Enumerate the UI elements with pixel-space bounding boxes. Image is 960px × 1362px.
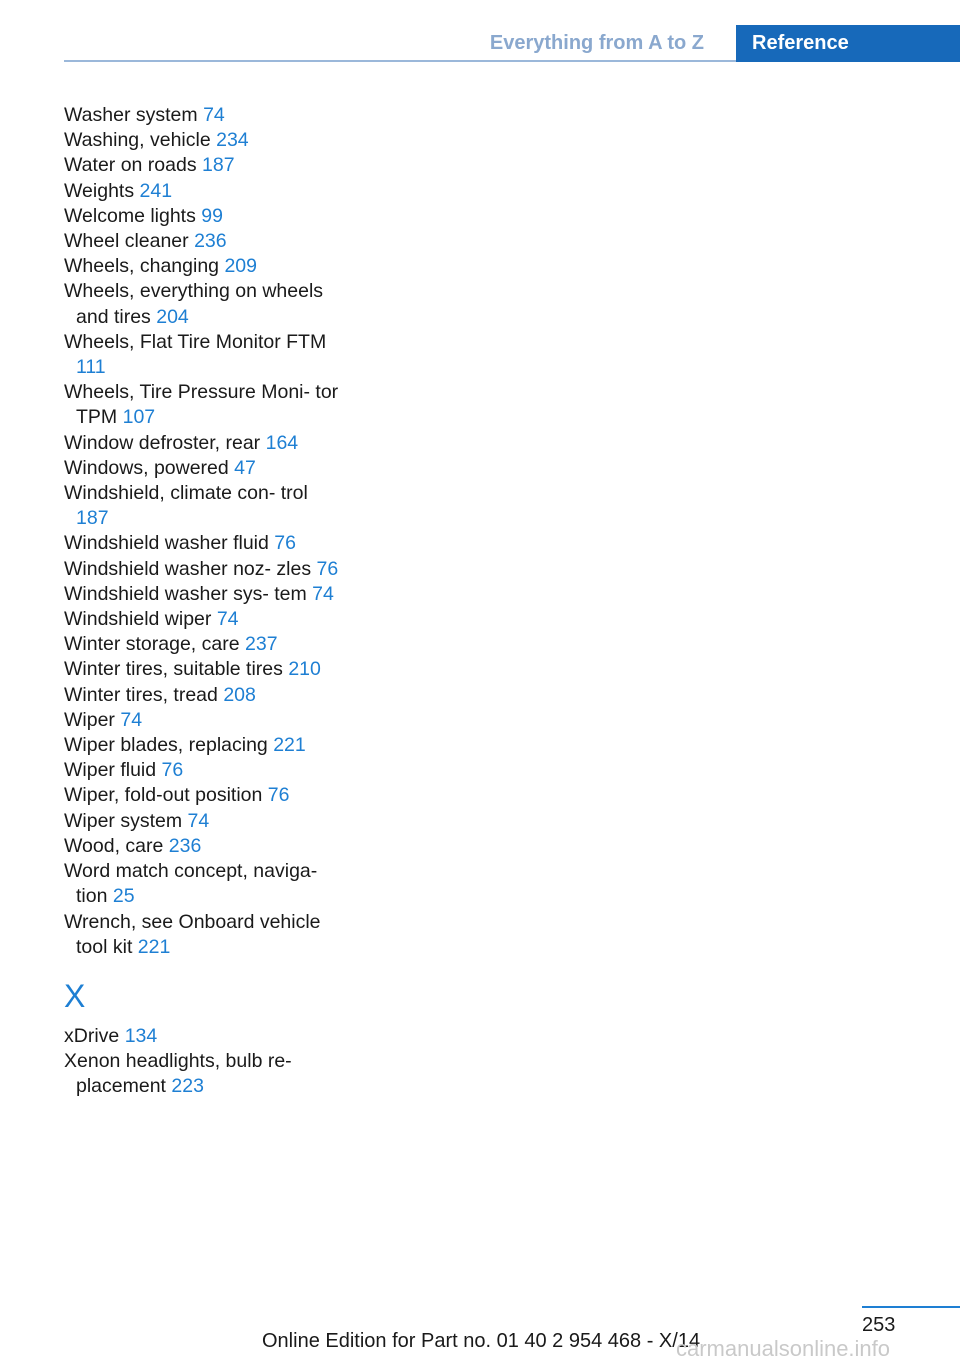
entry-page-link[interactable]: 74 bbox=[216, 608, 239, 631]
entry-text: Welcome lights bbox=[64, 204, 196, 227]
index-entry bbox=[64, 153, 344, 178]
watermark: carmanualsonline.info bbox=[676, 1336, 891, 1361]
entry-text: Winter storage, care bbox=[64, 633, 240, 656]
entry-text: Wiper, fold-out position bbox=[64, 784, 263, 807]
index-entry bbox=[64, 456, 344, 481]
entry-page-link[interactable]: 74 bbox=[187, 809, 210, 832]
entry-page-link[interactable]: 236 bbox=[194, 230, 227, 253]
entry-page-link[interactable]: 241 bbox=[139, 179, 173, 202]
header-reference-tab: Reference bbox=[736, 25, 960, 62]
entry-page-link[interactable]: 74 bbox=[203, 104, 225, 126]
entry-text: Wiper blades, replacing bbox=[64, 734, 268, 757]
footer-rule bbox=[862, 1306, 960, 1308]
entry-page-link[interactable]: 187 bbox=[202, 154, 235, 177]
entry-page-link[interactable]: 210 bbox=[288, 658, 321, 681]
entry-page-link[interactable]: 221 bbox=[273, 734, 306, 757]
header-section-title: Everything from A to Z bbox=[489, 32, 704, 54]
index-entry bbox=[64, 254, 344, 279]
entry-page-link[interactable]: 223 bbox=[171, 1075, 204, 1098]
entry-text: xDrive bbox=[64, 1024, 120, 1047]
entry-text: Wood, care bbox=[64, 834, 164, 857]
page-number: 253 bbox=[862, 1314, 896, 1336]
entry-text: Windshield, climate con‑ trol bbox=[64, 482, 308, 505]
index-entry bbox=[64, 910, 344, 960]
index-entry bbox=[64, 531, 344, 556]
index-entry bbox=[64, 582, 344, 607]
entry-text: Winter tires, suitable tires bbox=[64, 658, 283, 681]
entry-text: Water on roads bbox=[64, 154, 197, 177]
entry-page-link[interactable]: 107 bbox=[122, 406, 156, 429]
entry-text: Wheels, everything on wheels and tires bbox=[64, 280, 324, 328]
section-letter-x: X bbox=[64, 977, 86, 1014]
index-entry bbox=[64, 708, 344, 733]
index-entry bbox=[64, 758, 344, 783]
entry-page-link[interactable]: 111 bbox=[76, 356, 106, 379]
index-entry bbox=[64, 279, 344, 329]
entry-page-link[interactable]: 237 bbox=[245, 633, 278, 656]
entry-text: Windshield washer fluid bbox=[64, 532, 269, 555]
index-list-w bbox=[64, 103, 344, 960]
index-entry bbox=[64, 557, 344, 582]
index-entry bbox=[64, 330, 344, 380]
entry-text: Washer system bbox=[64, 104, 198, 126]
index-entry bbox=[64, 481, 344, 531]
entry-text: Wheels, changing bbox=[64, 255, 220, 278]
index-entry bbox=[64, 204, 344, 229]
index-entry bbox=[64, 128, 344, 153]
entry-text: Wheels, Tire Pressure Moni‑ tor TPM bbox=[64, 381, 339, 429]
entry-page-link[interactable]: 221 bbox=[137, 935, 171, 958]
entry-text: Winter tires, tread bbox=[64, 683, 218, 706]
index-entry bbox=[64, 431, 344, 456]
entry-text: Windshield washer sys‑ tem bbox=[64, 582, 307, 605]
entry-text: Wiper fluid bbox=[64, 759, 157, 782]
index-list-x bbox=[64, 1024, 344, 1100]
index-entry bbox=[64, 809, 344, 834]
index-entry bbox=[64, 657, 344, 682]
entry-page-link[interactable]: 209 bbox=[224, 255, 257, 278]
entry-text: Windshield washer noz‑ zles bbox=[64, 557, 312, 580]
index-entry bbox=[64, 1024, 344, 1049]
entry-page-link[interactable]: 25 bbox=[112, 885, 135, 908]
entry-text: Wiper system bbox=[64, 809, 183, 832]
index-entry bbox=[64, 834, 344, 859]
entry-page-link[interactable]: 76 bbox=[161, 759, 184, 782]
entry-text: Weights bbox=[64, 179, 135, 202]
entry-text: Wheel cleaner bbox=[64, 230, 189, 253]
index-entry bbox=[64, 859, 344, 909]
entry-text: Wiper bbox=[64, 708, 115, 731]
entry-text: Window defroster, rear bbox=[64, 431, 261, 454]
index-entry bbox=[64, 380, 344, 430]
index-entries bbox=[64, 103, 344, 1100]
entry-page-link[interactable]: 236 bbox=[168, 834, 202, 857]
index-entry bbox=[64, 632, 344, 657]
index-entry bbox=[64, 683, 344, 708]
entry-page-link[interactable]: 74 bbox=[312, 582, 334, 605]
entry-page-link[interactable]: 187 bbox=[76, 507, 109, 530]
entry-page-link[interactable]: 99 bbox=[201, 204, 223, 227]
entry-text: Wheels, Flat Tire Monitor FTM bbox=[64, 330, 327, 353]
index-entry bbox=[64, 1049, 344, 1099]
entry-page-link[interactable]: 204 bbox=[156, 305, 189, 328]
entry-text: Windshield wiper bbox=[64, 608, 212, 631]
entry-page-link[interactable]: 76 bbox=[274, 532, 296, 555]
entry-text: Word match concept, naviga‑ tion bbox=[64, 860, 318, 908]
entry-page-link[interactable]: 47 bbox=[234, 456, 256, 479]
entry-page-link[interactable]: 208 bbox=[223, 683, 256, 706]
entry-text: Windows, powered bbox=[64, 456, 229, 479]
index-entry bbox=[64, 733, 344, 758]
index-entry bbox=[64, 229, 344, 254]
entry-page-link[interactable]: 76 bbox=[267, 784, 290, 807]
entry-text: Xenon headlights, bulb re‑ placement bbox=[64, 1050, 292, 1098]
entry-text: Wrench, see Onboard vehicle tool kit bbox=[64, 910, 321, 958]
entry-page-link[interactable]: 76 bbox=[316, 557, 339, 580]
index-entry bbox=[64, 103, 344, 128]
edition-note: Online Edition for Part no. 01 40 2 954 468 - X/14 bbox=[262, 1330, 701, 1352]
entry-page-link[interactable]: 134 bbox=[124, 1024, 158, 1047]
entry-text: Washing, vehicle bbox=[64, 129, 211, 152]
index-entry bbox=[64, 179, 344, 204]
entry-page-link[interactable]: 234 bbox=[216, 129, 249, 152]
entry-page-link[interactable]: 164 bbox=[265, 431, 299, 454]
index-entry bbox=[64, 783, 344, 808]
index-entry bbox=[64, 607, 344, 632]
entry-page-link[interactable]: 74 bbox=[120, 708, 143, 731]
